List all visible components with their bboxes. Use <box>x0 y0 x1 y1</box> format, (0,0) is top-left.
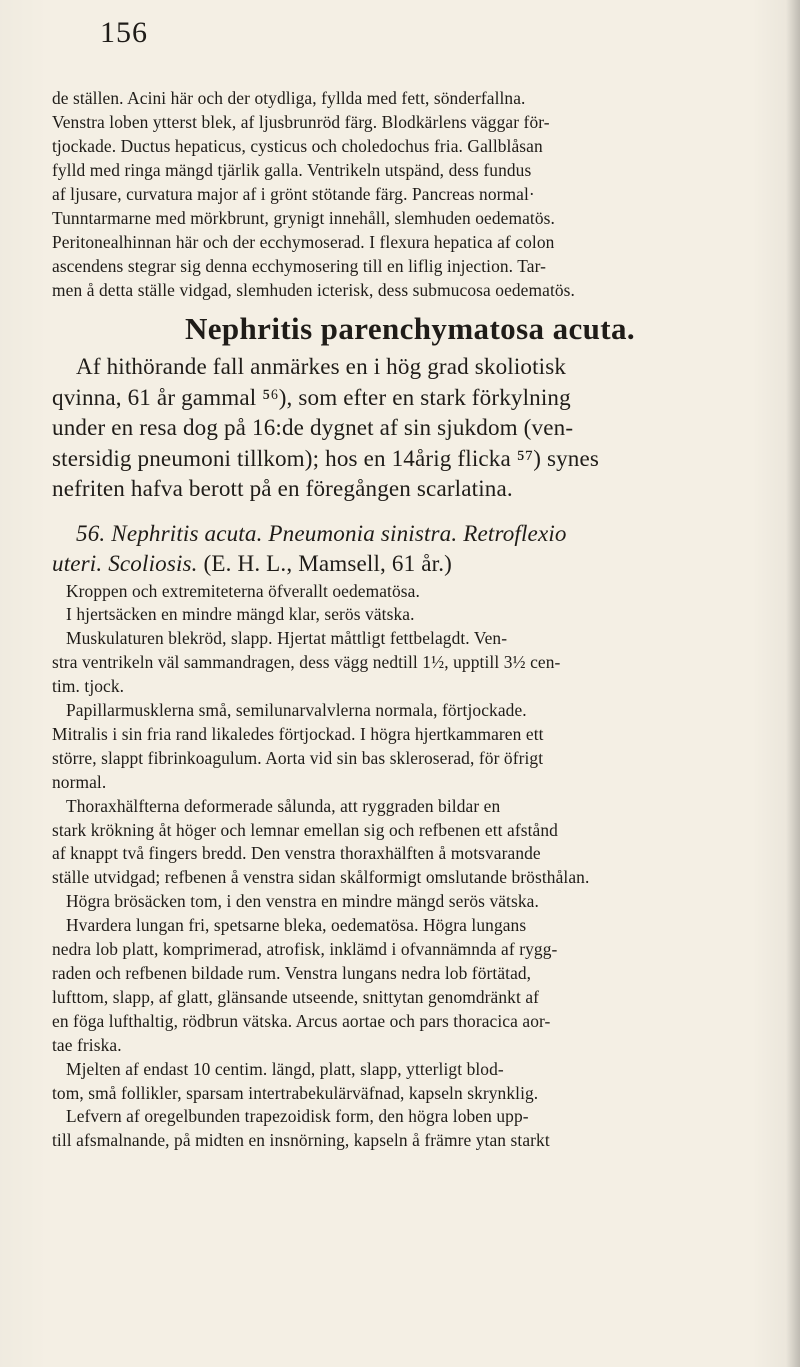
case-line: normal. <box>52 771 107 792</box>
intro-paragraph <box>52 86 768 302</box>
case-line: Thoraxhälfterna deformerade sålunda, att ryggraden bildar en <box>66 795 501 816</box>
main-line: nefriten hafva berott på en föregången scarlatina. <box>52 475 513 501</box>
patient-info: (E. H. L., Mamsell, 61 år.) <box>203 550 452 576</box>
intro-line: fylld med ringa mängd tjärlik galla. Ventrikeln utspänd, dess fundus <box>52 160 532 180</box>
case-heading-line <box>52 518 768 549</box>
intro-line: men å detta ställe vidgad, slemhuden icterisk, dess submucosa oedematös. <box>52 280 575 300</box>
case-line: Mitralis i sin fria rand likaledes förtjockad. I högra hjertkammaren ett <box>52 723 544 744</box>
case-line: Mjelten af endast 10 centim. längd, platt, slapp, ytterligt blod- <box>66 1058 504 1079</box>
main-line: qvinna, 61 år gammal ⁵⁶), som efter en stark förkylning <box>52 383 571 410</box>
case-line: raden och refbenen bildade rum. Venstra lungans nedra lob förtätad, <box>52 963 532 983</box>
case-line: stra ventrikeln väl sammandragen, dess vägg nedtill 1½, upptill 3½ cen- <box>52 652 561 673</box>
case-line: nedra lob platt, komprimerad, atrofisk, inklämd i ofvannämnda af rygg- <box>52 939 558 960</box>
case-line: ställe utvidgad; refbenen å venstra sidan skålformigt omslutande brösthålan. <box>52 867 590 888</box>
text-column <box>52 86 768 1153</box>
intro-line: Tunntarmarne med mörkbrunt, grynigt innehåll, slemhuden oedematös. <box>52 208 555 228</box>
case-line: tae friska. <box>52 1034 122 1055</box>
case-line: I hjertsäcken en mindre mängd klar, serös vätska. <box>66 604 415 625</box>
case-heading <box>52 518 768 579</box>
intro-line: de ställen. Acini här och der otydliga, fyllda med fett, sönderfallna. <box>52 88 526 108</box>
section-title: Nephritis parenchymatosa acuta. <box>184 311 636 346</box>
case-line: Lefvern af oregelbunden trapezoidisk form, den högra loben upp- <box>66 1106 529 1127</box>
case-title-continued: uteri. Scoliosis. <box>52 550 198 576</box>
case-line: Muskulaturen blekröd, slapp. Hjertat måttligt fettbelagdt. Ven- <box>66 628 508 649</box>
case-line: Hvardera lungan fri, spetsarne bleka, oedematösa. Högra lungans <box>66 915 527 936</box>
page-number: 156 <box>100 16 148 49</box>
intro-line: af ljusare, curvatura major af i grönt stötande färg. Pancreas normal· <box>52 184 535 204</box>
case-line: Papillarmusklerna små, semilunarvalvlerna normala, förtjockade. <box>66 700 527 721</box>
case-number: 56. <box>76 519 106 546</box>
case-line: Högra brösäcken tom, i den venstra en mindre mängd serös vätska. <box>66 891 539 912</box>
main-paragraph <box>52 351 768 504</box>
case-line: stark krökning åt höger och lemnar emellan sig och refbenen ett afstånd <box>52 819 558 840</box>
intro-line: Peritonealhinnan här och der ecchymoserad. I flexura hepatica af colon <box>52 232 555 252</box>
page-edge-shadow <box>786 0 800 1367</box>
intro-line: Venstra loben ytterst blek, af ljusbrunröd färg. Blodkärlens väggar för- <box>52 112 550 132</box>
case-line: tom, små follikler, sparsam intertrabekulärväfnad, kapseln skrynklig. <box>52 1082 539 1103</box>
intro-line: ascendens stegrar sig denna ecchymosering till en liflig injection. Tar- <box>52 256 547 276</box>
case-line: Kroppen och extremiteterna öfverallt oedematösa. <box>66 580 420 601</box>
main-line: Af hithörande fall anmärkes en i hög grad skoliotisk <box>76 353 567 379</box>
main-line: stersidig pneumoni tillkom); hos en 14årig flicka ⁵⁷) synes <box>52 444 600 471</box>
case-heading-line <box>52 548 768 579</box>
case-line: en föga lufthaltig, rödbrun vätska. Arcus aortae och pars thoracica aor- <box>52 1010 551 1031</box>
case-line: till afsmalnande, på midten en insnörning, kapseln å främre ytan starkt <box>52 1130 550 1151</box>
case-report <box>52 580 768 1154</box>
case-title: Nephritis acuta. Pneumonia sinistra. Retroflexio <box>111 519 567 546</box>
case-line: af knappt två fingers bredd. Den venstra thoraxhälften å motsvarande <box>52 843 541 864</box>
case-line: tim. tjock. <box>52 676 125 697</box>
case-line: större, slappt fibrinkoagulum. Aorta vid sin bas skleroserad, för öfrigt <box>52 747 544 768</box>
intro-line: tjockade. Ductus hepaticus, cysticus och choledochus fria. Gallblåsan <box>52 136 543 156</box>
main-line: under en resa dog på 16:de dygnet af sin sjukdom (ven- <box>52 414 574 440</box>
case-line: lufttom, slapp, af glatt, glänsande utseende, snittytan genomdränkt af <box>52 986 540 1007</box>
